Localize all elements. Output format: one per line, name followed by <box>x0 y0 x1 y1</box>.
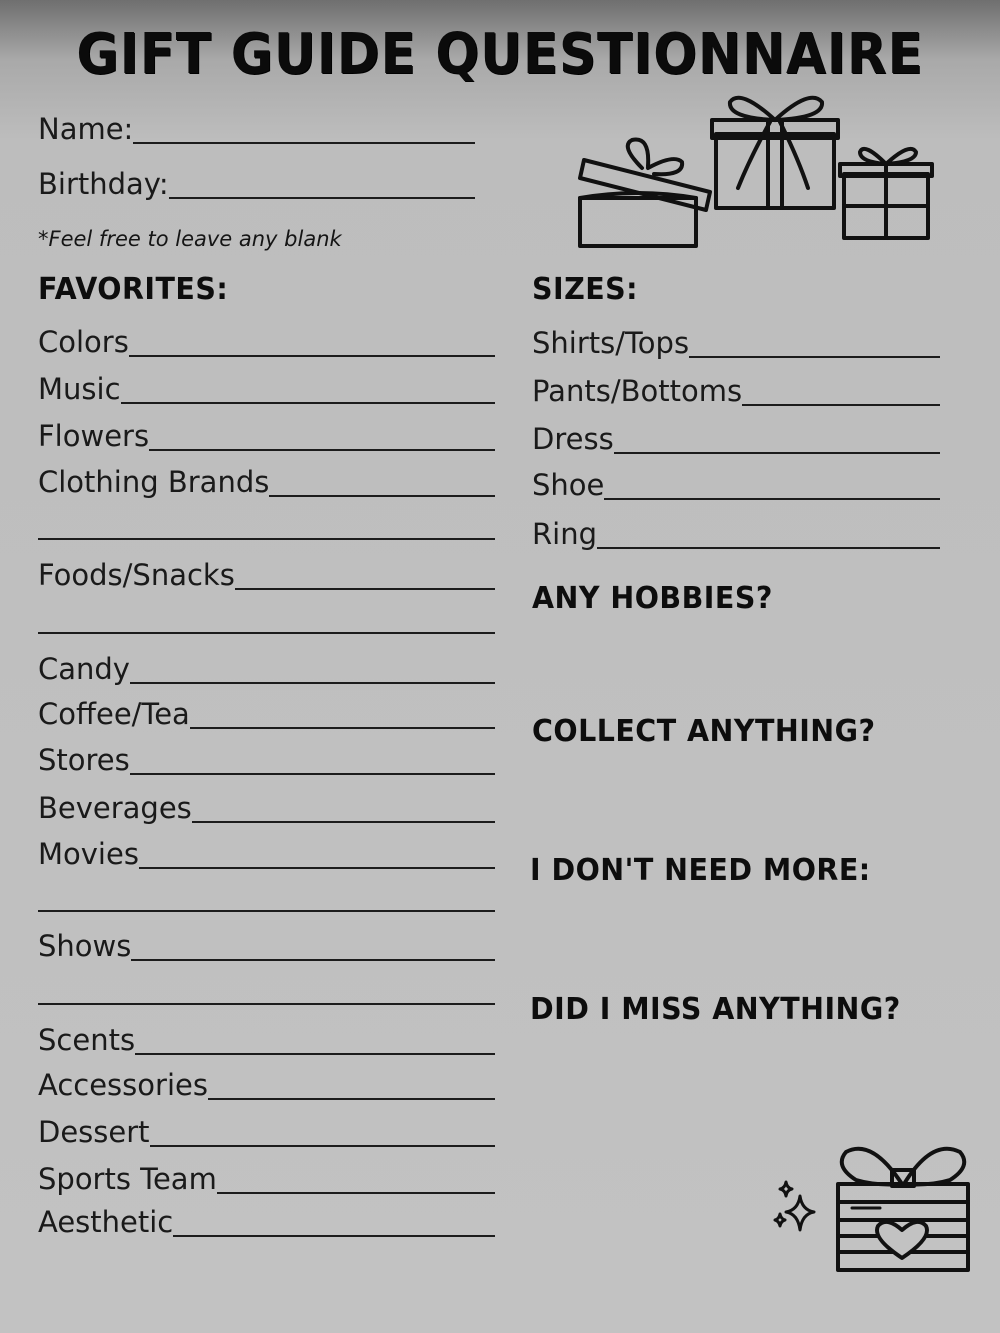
field-line <box>597 547 940 549</box>
gift-boxes-icon <box>570 88 940 253</box>
shows-extra-line[interactable] <box>38 1003 495 1005</box>
favorite-clothing-brands-field[interactable] <box>38 463 495 501</box>
favorite-coffee-tea-label: Coffee/Tea <box>38 697 190 731</box>
field-line <box>121 402 495 404</box>
size-dress-field[interactable] <box>532 420 940 458</box>
favorite-music-field[interactable] <box>38 370 495 408</box>
favorite-scents-label: Scents <box>38 1023 136 1057</box>
favorite-flowers-label: Flowers <box>38 419 150 453</box>
field-line <box>604 498 940 500</box>
favorite-clothing-brands-label: Clothing Brands <box>38 465 270 499</box>
name-field[interactable] <box>38 110 475 148</box>
hobbies-heading: ANY HOBBIES? <box>532 581 773 616</box>
favorite-coffee-tea-field[interactable] <box>38 695 495 733</box>
page-title: GIFT GUIDE QUESTIONNAIRE <box>76 22 924 87</box>
field-line <box>614 452 940 454</box>
favorite-dessert-label: Dessert <box>38 1115 150 1149</box>
collect-heading: COLLECT ANYTHING? <box>532 714 876 749</box>
field-line <box>742 404 940 406</box>
field-line <box>130 682 495 684</box>
favorite-beverages-label: Beverages <box>38 791 192 825</box>
size-dress-label: Dress <box>532 422 614 456</box>
favorite-music-label: Music <box>38 372 121 406</box>
favorite-candy-field[interactable] <box>38 650 495 688</box>
favorite-colors-label: Colors <box>38 325 129 359</box>
field-line <box>131 959 495 961</box>
field-line <box>139 867 495 869</box>
size-shirts-tops-field[interactable] <box>532 324 940 362</box>
favorite-shows-field[interactable] <box>38 927 495 965</box>
field-line <box>173 1235 495 1237</box>
size-shoe-label: Shoe <box>532 468 605 502</box>
field-line <box>135 1053 495 1055</box>
field-line <box>190 727 495 729</box>
favorite-aesthetic-field[interactable] <box>38 1203 495 1241</box>
gift-heart-icon <box>832 1140 974 1276</box>
favorite-flowers-field[interactable] <box>38 417 495 455</box>
field-line <box>130 773 495 775</box>
field-line <box>129 355 495 357</box>
size-pants-bottoms-label: Pants/Bottoms <box>532 374 743 408</box>
size-shoe-field[interactable] <box>532 466 940 504</box>
size-shirts-tops-label: Shirts/Tops <box>532 326 690 360</box>
favorite-candy-label: Candy <box>38 652 130 686</box>
favorite-shows-label: Shows <box>38 929 132 963</box>
field-line <box>269 495 495 497</box>
favorite-foods-snacks-field[interactable] <box>38 556 495 594</box>
favorite-sports-team-field[interactable] <box>38 1160 495 1198</box>
field-line <box>235 588 495 590</box>
clothing-brands-extra-line[interactable] <box>38 538 495 540</box>
favorite-scents-field[interactable] <box>38 1021 495 1059</box>
favorite-foods-snacks-label: Foods/Snacks <box>38 558 235 592</box>
favorite-colors-field[interactable] <box>38 323 495 361</box>
favorite-movies-field[interactable] <box>38 835 495 873</box>
favorite-aesthetic-label: Aesthetic <box>38 1205 174 1239</box>
birthday-line <box>169 197 475 199</box>
field-line <box>217 1192 495 1194</box>
size-ring-label: Ring <box>532 517 597 551</box>
note-text: *Feel free to leave any blank <box>38 227 342 251</box>
favorite-dessert-field[interactable] <box>38 1113 495 1151</box>
field-line <box>208 1098 495 1100</box>
favorite-stores-label: Stores <box>38 743 130 777</box>
foods-snacks-extra-line[interactable] <box>38 632 495 634</box>
size-pants-bottoms-field[interactable] <box>532 372 940 410</box>
favorite-movies-label: Movies <box>38 837 139 871</box>
missed-heading: DID I MISS ANYTHING? <box>530 992 901 1027</box>
field-line <box>689 356 940 358</box>
birthday-label: Birthday: <box>38 167 169 201</box>
favorite-accessories-label: Accessories <box>38 1068 208 1102</box>
field-line <box>150 1145 495 1147</box>
movies-extra-line[interactable] <box>38 910 495 912</box>
favorite-stores-field[interactable] <box>38 741 495 779</box>
favorites-heading: FAVORITES: <box>38 272 229 307</box>
dont-need-heading: I DON'T NEED MORE: <box>530 853 871 888</box>
birthday-field[interactable] <box>38 165 475 203</box>
field-line <box>192 821 495 823</box>
favorite-sports-team-label: Sports Team <box>38 1162 217 1196</box>
name-line <box>133 142 475 144</box>
favorite-beverages-field[interactable] <box>38 789 495 827</box>
sparkle-icon <box>770 1178 820 1238</box>
size-ring-field[interactable] <box>532 515 940 553</box>
field-line <box>149 449 495 451</box>
favorite-accessories-field[interactable] <box>38 1066 495 1104</box>
name-label: Name: <box>38 112 134 146</box>
sizes-heading: SIZES: <box>532 272 639 307</box>
